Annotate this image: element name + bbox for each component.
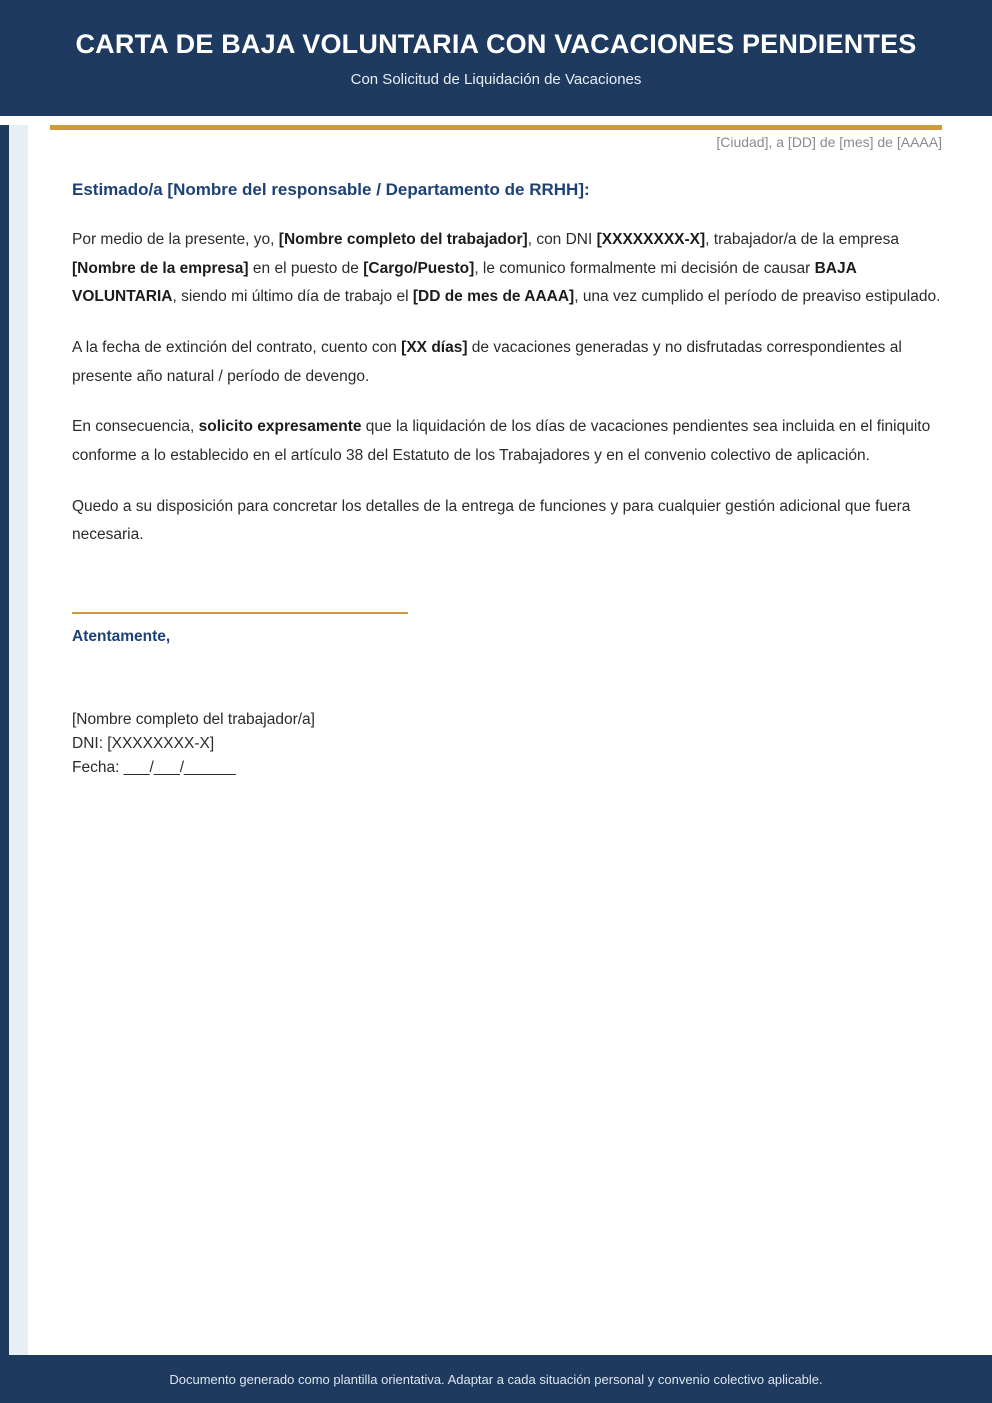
letter-paragraph-p3 [72,413,942,470]
body-text: , le comunico formalmente mi decisión de causar [474,259,815,277]
signature-block [72,612,942,646]
body-text: , una vez cumplido el período de preaviso estipulado. [574,288,941,306]
letter-paragraph-p4 [72,493,942,550]
letter-content [72,134,942,780]
page-title: CARTA DE BAJA VOLUNTARIA CON VACACIONES PENDIENTES [75,29,917,60]
body-text: , siendo mi último día de trabajo el [172,288,413,306]
emphasis-text: [XX días] [401,339,468,357]
letter-greeting: Estimado/a [Nombre del responsable / Departamento de RRHH]: [72,180,590,199]
body-text: Quedo a su disposición para concretar los detalles de la entrega de funciones y para cualquier gestión adicional que fuera necesaria. [72,497,911,544]
footer-disclaimer: Documento generado como plantilla orientativa. Adaptar a cada situación personal y convenio colectivo aplicable. [169,1371,823,1387]
emphasis-text: [Cargo/Puesto] [363,259,475,277]
signature-gold-line [72,612,408,614]
page-subtitle: Con Solicitud de Liquidación de Vacaciones [350,70,642,88]
body-text: que la liquidación de los días de vacaciones pendientes sea incluida en el finiquito conforme a lo establecido en el artículo 38 del Estatuto de los Trabajadores y en el convenio colectivo de aplicación. [72,418,931,465]
signature-details [72,708,942,780]
emphasis-text: [Nombre de la empresa] [72,259,249,277]
signature-date-line: Fecha: ___/___/______ [72,759,236,777]
emphasis-text: solicito expresamente [198,418,362,436]
letter-paragraphs [72,226,942,550]
document-footer [0,1355,992,1403]
letter-closing: Atentamente, [72,628,171,646]
letter-paragraph-p1 [72,226,942,312]
document-page [0,116,992,1355]
emphasis-text: [XXXXXXXX-X] [596,231,706,248]
emphasis-text: [Nombre completo del trabajador] [278,231,528,248]
signature-name-placeholder: [Nombre completo del trabajador/a] [72,711,315,729]
emphasis-text: [DD de mes de AAAA] [412,288,575,306]
emphasis-text: BAJA VOLUNTARIA [72,259,857,306]
body-text: , con DNI [527,231,597,248]
gold-top-divider [50,125,942,130]
body-text: A la fecha de extinción del contrato, cuento con [72,339,402,357]
body-text: de vacaciones generadas y no disfrutadas correspondientes al presente año natural / período de devengo. [72,339,902,385]
signature-dni-line: DNI: [XXXXXXXX-X] [72,735,215,753]
left-edge-navy-strip [0,125,9,1355]
body-text: En consecuencia, [72,418,199,436]
document-header [0,0,992,116]
letter-date-line: [Ciudad], a [DD] de [mes] de [AAAA] [716,134,942,150]
letter-paragraph-p2 [72,334,942,391]
left-edge-light-strip [9,125,28,1355]
body-text: en el puesto de [248,259,364,277]
body-text: , trabajador/a de la empresa [705,231,900,248]
body-text: Por medio de la presente, yo, [72,231,279,248]
